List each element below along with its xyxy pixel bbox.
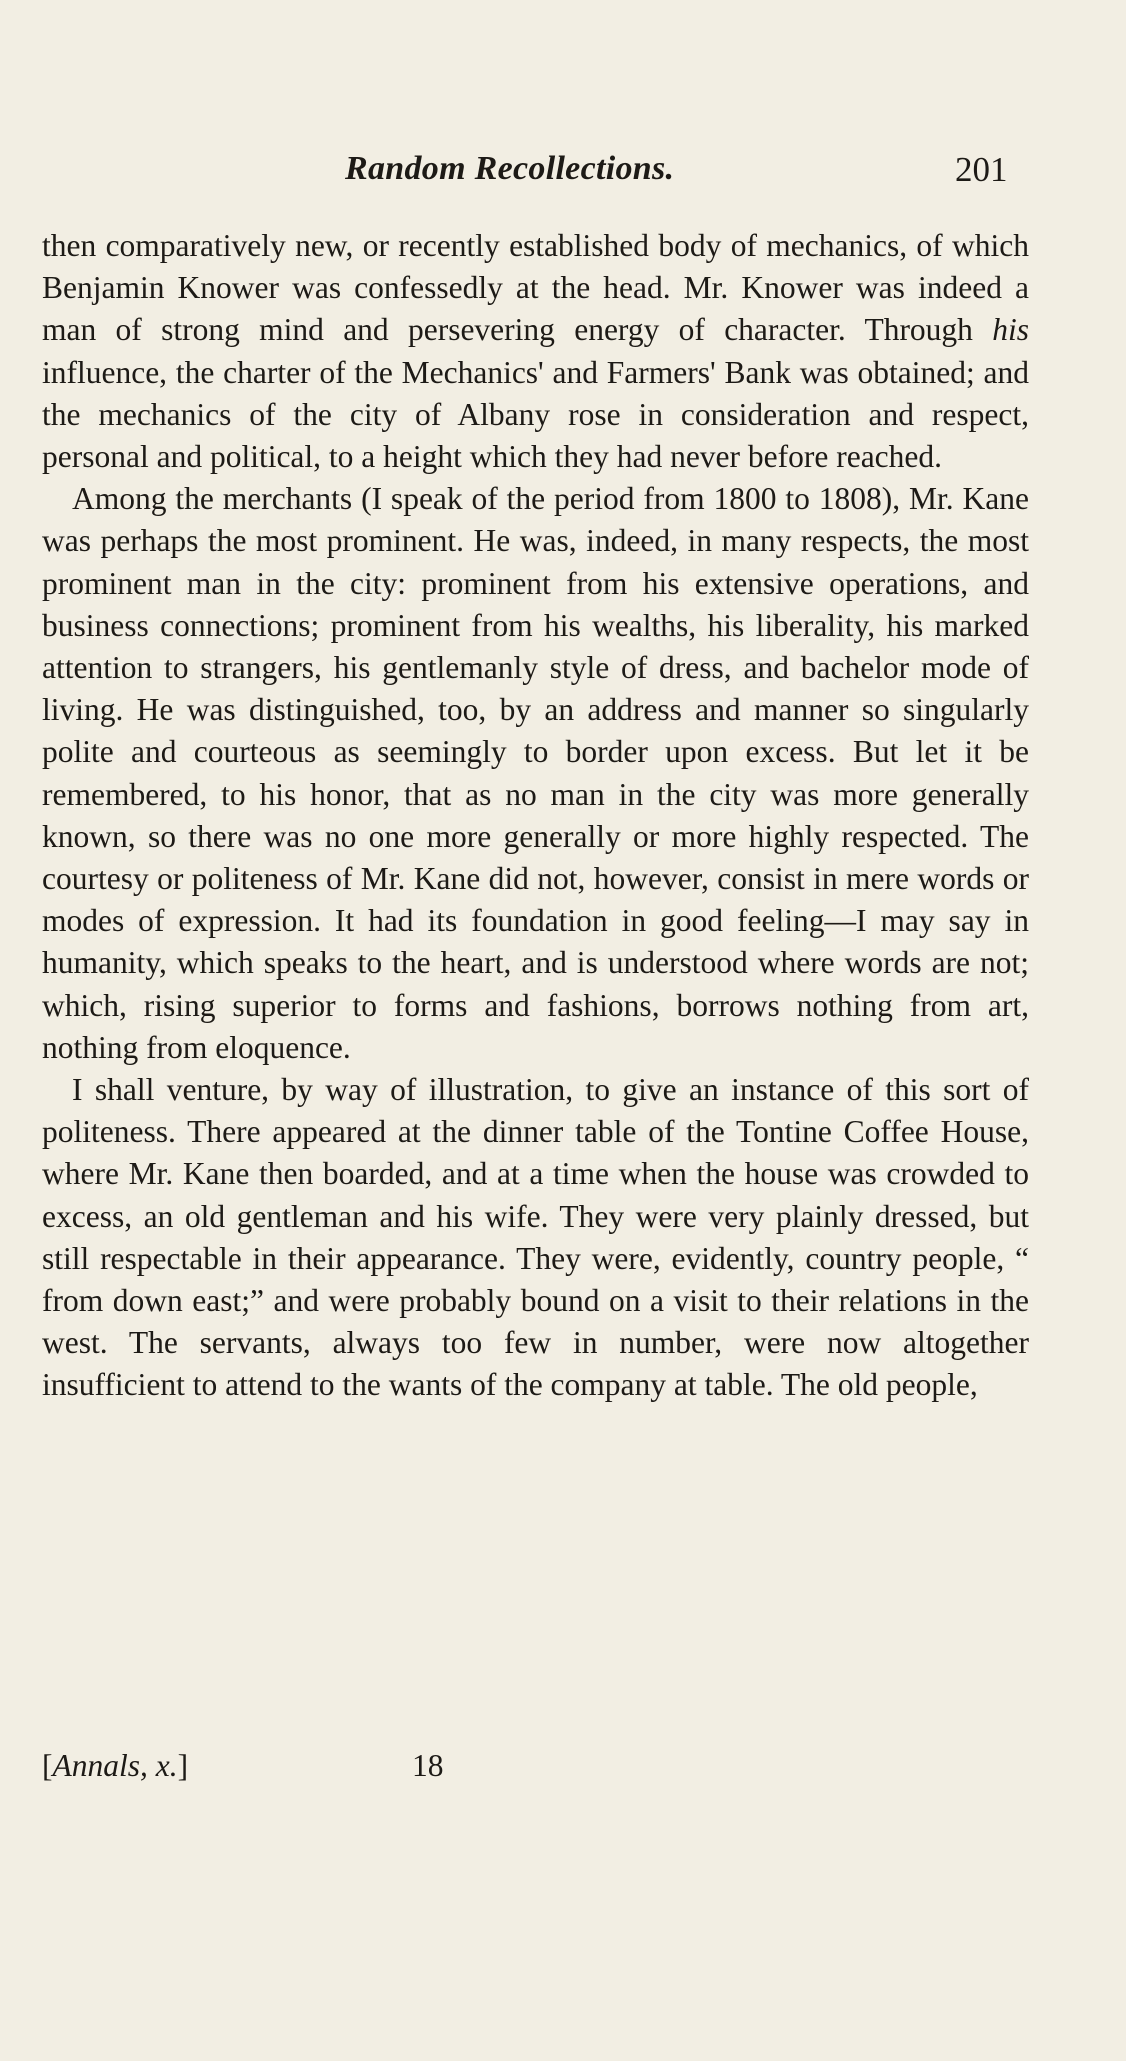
series-reference bbox=[42, 1748, 188, 1784]
series-title: Annals, x. bbox=[52, 1748, 178, 1783]
page-number: 201 bbox=[955, 150, 1008, 189]
paragraph-1-part-a: then comparatively new, or recently established body of mechanics, of which Benjamin Knower was confessedly at the head. Mr. Knower was indeed a man of strong mind and persevering energy of character. Through bbox=[42, 228, 1029, 348]
bracket-open: [ bbox=[42, 1748, 53, 1783]
paragraph-1-emphasis: his bbox=[992, 312, 1029, 348]
page-footer bbox=[42, 1748, 1029, 1792]
signature-mark: 18 bbox=[412, 1748, 444, 1783]
running-title: Random Recollections. bbox=[345, 150, 675, 187]
bracket-close: ] bbox=[177, 1748, 189, 1783]
paragraph-1-part-c: influence, the charter of the Mechanics' and Farmers' Bank was obtained; and the mechanics of the city of Albany rose in consideration and respect, personal and political, to a height which they had never before reached. bbox=[42, 354, 1029, 475]
page-header bbox=[0, 150, 1126, 200]
paragraph-2: Among the merchants (I speak of the period from 1800 to 1808), Mr. Kane was perhaps the most prominent. He was, indeed, in many respects, the most prominent man in the city: prominent from his extensive operations, and business connections; prominent from his wealths, his liberality, his marked attention to strangers, his gentlemanly style of dress, and bachelor mode of living. He was distinguished, too, by an address and manner so singularly polite and courteous as seemingly to border upon excess. But let it be remembered, to his honor, that as no man in the city was more generally known, so there was no one more generally or more highly respected. The courtesy or politeness of Mr. Kane did not, however, consist in mere words or modes of expression. It had its foundation in good feeling—I may say in humanity, which speaks to the heart, and is understood where words are not; which, rising superior to forms and fashions, borrows nothing from art, nothing from eloquence. bbox=[42, 481, 1029, 1065]
body-text bbox=[42, 225, 1029, 1407]
paragraph-3: I shall venture, by way of illustration, to give an instance of this sort of politeness. There appeared at the dinner table of the Tontine Coffee House, where Mr. Kane then boarded, and at a time when the house was crowded to excess, an old gentleman and his wife. They were very plainly dressed, but still respectable in their appearance. They were, evidently, country people, “ from down east;” and were probably bound on a visit to their relations in the west. The servants, always too few in number, were now altogether insufficient to attend to the wants of the company at table. The old people, bbox=[42, 1072, 1029, 1403]
paragraph-1 bbox=[42, 225, 1029, 478]
